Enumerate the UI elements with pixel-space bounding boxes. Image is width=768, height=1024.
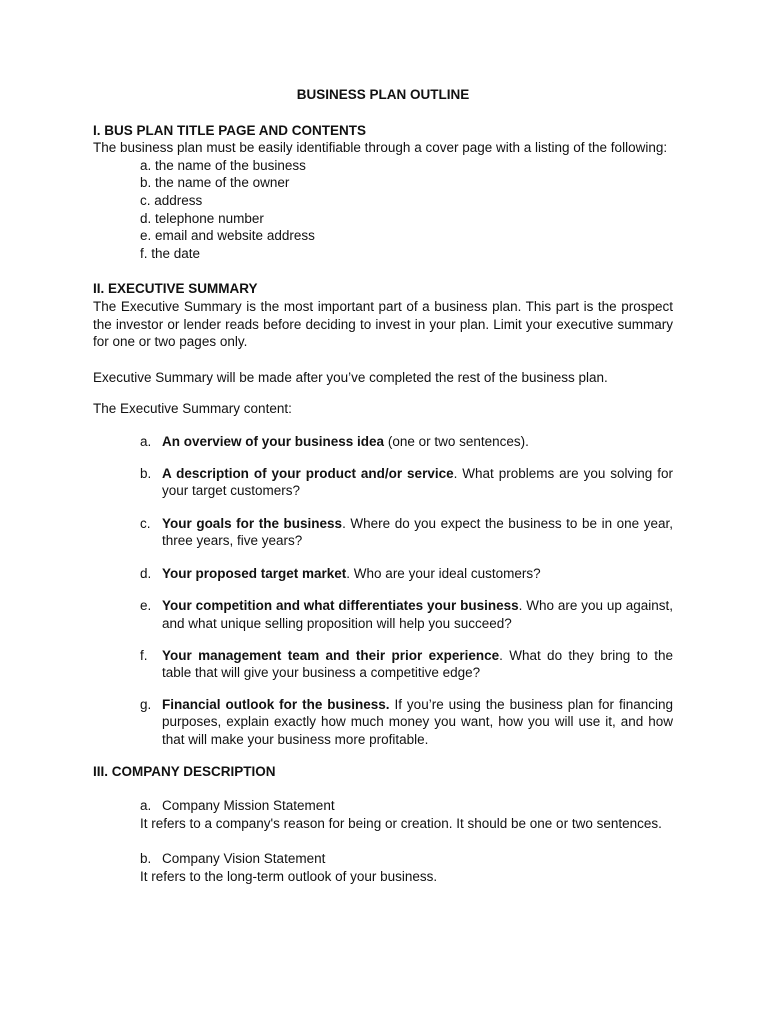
description-text: It refers to a company's reason for being or creation. It should be one or two sentences. [140,815,662,831]
item-text: (one or two sentences). [384,433,529,449]
item-text: . What do they bring to the table that will give your business a competitive edge? [162,647,673,681]
description-item [93,797,673,832]
list-item [93,565,673,583]
list-item [93,515,673,550]
item-label: Company Mission Statement [162,798,335,814]
paragraph: The Executive Summary content: [93,401,292,417]
list-marker: e. [140,598,152,614]
description-label [140,850,673,868]
item-bold-text: A description of your product and/or service [162,465,454,481]
list-item: d. telephone number [140,210,264,226]
list-item: f. the date [140,245,201,261]
list-item [93,465,673,500]
section-heading-title-page: I. BUS PLAN TITLE PAGE AND CONTENTS [93,122,367,138]
item-label: Company Vision Statement [162,851,326,867]
item-bold-text: An overview of your business idea [162,433,385,449]
item-text: . What problems are you solving for your target customers? [162,465,673,499]
list-item: c. address [140,192,203,208]
item-bold-text: Your proposed target market [162,565,347,581]
paragraph: Executive Summary will be made after you’ve completed the rest of the business plan. [93,369,608,385]
list-marker: a. [140,798,152,814]
list-marker: d. [140,565,152,581]
item-text: . Who are you up against, and what unique selling proposition will help you succeed? [162,598,673,632]
list-item: a. the name of the business [140,157,306,173]
section-heading-executive-summary: II. EXECUTIVE SUMMARY [93,281,258,297]
document-page [93,86,673,886]
list-marker: b. [140,851,152,867]
title-page-list [93,157,673,263]
list-item: e. email and website address [140,228,315,244]
list-item [93,696,673,749]
list-marker: f. [140,647,148,663]
item-bold-text: Your competition and what differentiates your business [162,598,519,614]
list-item [93,433,673,451]
item-text: . Where do you expect the business to be in one year, three years, five years? [162,515,674,549]
paragraph: The Executive Summary is the most important part of a business plan. This part is the prospect the investor or lender reads before deciding to invest in your plan. Limit your executive summary for one or two pages only. [93,298,673,350]
document-title: BUSINESS PLAN OUTLINE [296,87,470,102]
item-text: If you’re using the business plan for financing purposes, explain exactly how much money you want, how you will use it, and how that will make your business more profitable. [162,696,673,748]
list-marker: b. [140,465,152,481]
description-text: It refers to the long-term outlook of your business. [140,869,438,884]
list-marker: g. [140,696,152,712]
item-bold-text: Your management team and their prior experience [162,647,500,663]
list-item: b. the name of the owner [140,175,290,191]
item-bold-text: Your goals for the business [162,515,343,531]
description-label [140,797,673,815]
section-intro: The business plan must be easily identifiable through a cover page with a listing of the following: [93,140,668,156]
item-text: . Who are your ideal customers? [346,565,541,581]
list-item [93,647,673,682]
list-marker: c. [140,515,151,531]
section-heading-company-description: III. COMPANY DESCRIPTION [93,763,276,779]
list-marker: a. [140,433,152,449]
list-item [93,597,673,632]
description-item [93,850,673,885]
item-bold-text: Financial outlook for the business. [162,696,390,712]
